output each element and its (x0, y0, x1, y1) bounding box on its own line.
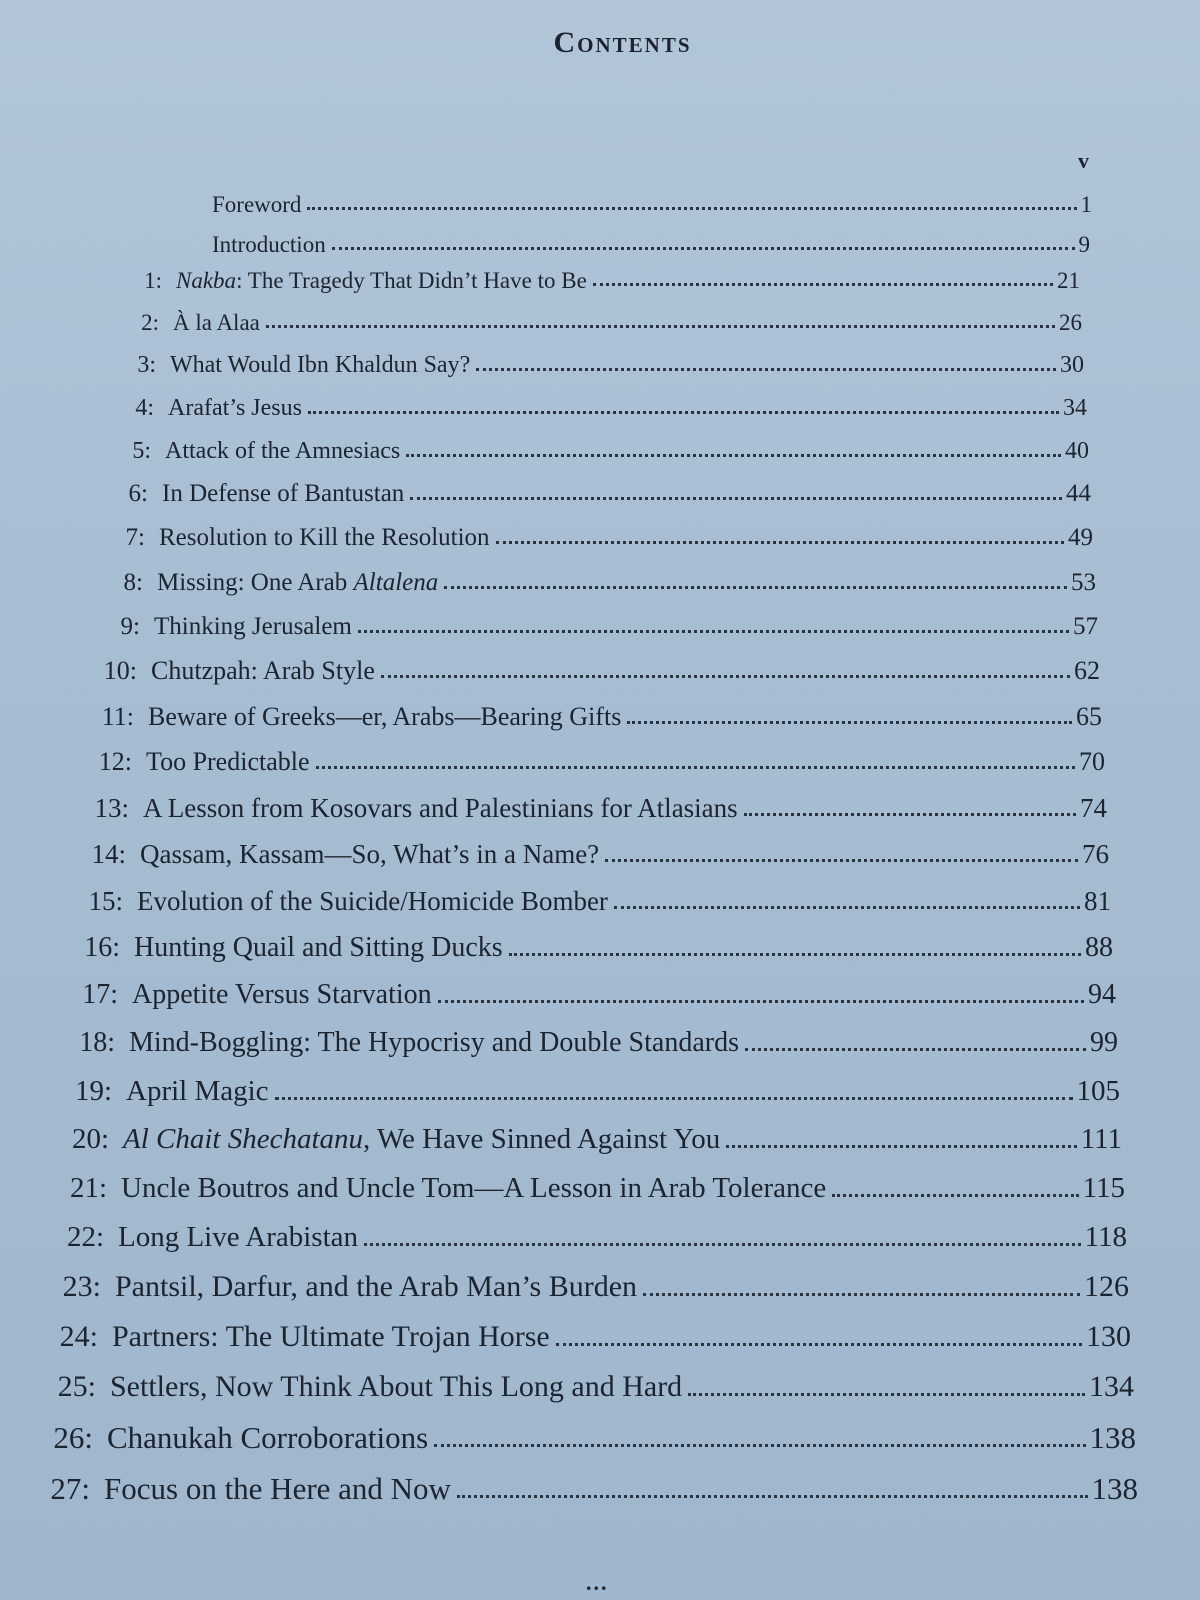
entry-title (121, 1174, 826, 1203)
toc-entry-chapter-11 (72, 690, 1102, 730)
entry-title-text: What Would Ibn Khaldun Say? (170, 352, 471, 378)
page-number: 134 (1089, 1370, 1134, 1403)
entry-title (143, 795, 738, 822)
page-number: 130 (1086, 1320, 1131, 1353)
chapter-number: 11: (101, 702, 134, 731)
page-number: 138 (1089, 1420, 1136, 1455)
entry-title (157, 570, 438, 595)
entry-title-text: Chanukah Corroborations (107, 1420, 429, 1455)
entry-title (212, 193, 301, 216)
entry-title (126, 1077, 269, 1106)
entry-title (107, 1422, 428, 1453)
entry-title-text: Introduction (212, 232, 326, 257)
toc-entry-chapter-1 (100, 252, 1080, 292)
page-number: 40 (1065, 438, 1089, 464)
dot-leader (266, 325, 1055, 328)
toc-entry-chapter-13 (67, 782, 1107, 822)
page-number: 99 (1090, 1027, 1118, 1058)
chapter-number: 5: (132, 438, 151, 464)
page-number: 26 (1059, 310, 1082, 335)
chapter-number: 27: (50, 1471, 90, 1506)
entry-title-text: In Defense of Bantustan (162, 480, 405, 507)
toc-entry-chapter-8 (81, 555, 1096, 595)
dot-leader (496, 541, 1064, 544)
toc-entry-foreword (212, 176, 1092, 216)
page-number: 30 (1060, 352, 1084, 378)
dot-leader (688, 1393, 1085, 1396)
dot-leader (605, 859, 1078, 862)
page-number: 111 (1080, 1123, 1122, 1155)
page-number: 74 (1080, 793, 1107, 823)
entry-title-text: Resolution to Kill the Resolution (159, 524, 490, 551)
entry-title-text: Mind-Boggling: The Hypocrisy and Double Standards (129, 1027, 739, 1058)
page-number: 81 (1084, 886, 1111, 916)
dot-leader (358, 630, 1069, 633)
entry-title-text: Appetite Versus Starvation (132, 979, 432, 1010)
roman-page-number: v (1078, 148, 1089, 173)
entry-title-text: Pantsil, Darfur, and the Arab Man’s Burden (115, 1270, 638, 1303)
toc-entry-chapter-10 (75, 644, 1100, 684)
chapter-number: 26: (53, 1420, 93, 1455)
continuation-mark: ... (586, 1570, 609, 1595)
dot-leader (509, 953, 1081, 956)
dot-leader (476, 368, 1056, 371)
entry-title-text: , We Have Sinned Against You (363, 1123, 721, 1155)
toc-entry-chapter-15 (61, 875, 1111, 915)
entry-title (173, 311, 260, 334)
page-number: 1 (1080, 192, 1092, 217)
entry-title-text: Attack of the Amnesiacs (165, 438, 401, 464)
chapter-number: 3: (137, 352, 156, 378)
toc-entry-chapter-26 (31, 1413, 1136, 1453)
chapter-number: 8: (123, 569, 143, 596)
page-number: 62 (1074, 656, 1100, 685)
entry-title-text: Evolution of the Suicide/Homicide Bomber (137, 886, 608, 916)
chapter-number: 15: (88, 886, 123, 916)
page-number: 65 (1076, 702, 1102, 731)
entry-title-text: Focus on the Here and Now (104, 1471, 451, 1506)
entry-title (132, 981, 432, 1009)
dot-leader (556, 1343, 1082, 1346)
entry-title-text: April Magic (126, 1075, 269, 1107)
toc-entry-chapter-17 (56, 969, 1116, 1009)
entry-title-text: Partners: The Ultimate Trojan Horse (112, 1320, 550, 1353)
dot-leader (316, 766, 1075, 769)
dot-leader (832, 1194, 1078, 1197)
toc-entry-chapter-23 (39, 1262, 1129, 1302)
toc-entry-chapter-19 (50, 1066, 1120, 1106)
entry-title-text: : The Tragedy That Didn’t Have to Be (236, 268, 587, 293)
dot-leader (406, 454, 1061, 457)
dot-leader (364, 1243, 1081, 1246)
toc-entry-chapter-5 (89, 423, 1089, 463)
toc-entry-chapter-21 (45, 1163, 1125, 1203)
entry-title (140, 841, 599, 868)
chapter-number: 21: (69, 1172, 107, 1204)
chapter-number: 13: (94, 793, 129, 823)
chapter-number: 1: (144, 268, 162, 293)
entry-title (165, 439, 400, 463)
page-number: 9 (1078, 232, 1090, 257)
entry-title-text: Arafat’s Jesus (168, 395, 302, 421)
page-title: Contents (553, 26, 692, 59)
dot-leader (745, 1048, 1086, 1051)
dot-leader (410, 497, 1062, 500)
page-number: 115 (1082, 1172, 1125, 1204)
page-number: 118 (1084, 1221, 1127, 1253)
chapter-number: 10: (103, 656, 137, 685)
page-number: 138 (1091, 1471, 1138, 1506)
toc-entry-chapter-24 (36, 1312, 1131, 1352)
toc-entry-chapter-14 (64, 828, 1109, 868)
toc-entry-chapter-18 (53, 1017, 1118, 1057)
toc-entry-chapter-25 (34, 1362, 1134, 1402)
dot-leader (332, 247, 1075, 250)
entry-title-text: Chutzpah: Arab Style (151, 656, 375, 685)
page-number: 53 (1071, 569, 1096, 596)
chapter-number: 6: (128, 480, 148, 507)
entry-title-text: Missing: One Arab (157, 569, 354, 596)
toc-entry-chapter-27 (28, 1464, 1138, 1504)
toc-entry-introduction (212, 216, 1090, 256)
entry-title-italic: Altalena (353, 569, 439, 596)
entry-title (154, 614, 352, 639)
entry-title-italic: Nakba (176, 268, 237, 293)
page-number: 105 (1076, 1075, 1120, 1107)
dot-leader (308, 411, 1059, 414)
entry-title (112, 1322, 550, 1352)
toc-entry-chapter-2 (97, 294, 1082, 334)
page-number: 57 (1073, 613, 1098, 640)
chapter-number: 19: (74, 1075, 112, 1107)
entry-title (104, 1473, 451, 1504)
dot-leader (627, 721, 1072, 724)
chapter-number: 2: (141, 310, 159, 335)
dot-leader (307, 207, 1076, 210)
toc-entry-chapter-12 (70, 735, 1105, 775)
toc-entry-chapter-4 (92, 380, 1087, 420)
entry-title-text: Thinking Jerusalem (154, 613, 352, 640)
dot-leader (381, 675, 1070, 678)
chapter-number: 9: (120, 613, 140, 640)
page-number: 70 (1079, 747, 1105, 776)
entry-title-text: Uncle Boutros and Uncle Tom—A Lesson in Arab Tolerance (121, 1172, 827, 1204)
chapter-number: 25: (57, 1370, 96, 1403)
chapter-number: 4: (135, 395, 154, 421)
dot-leader (438, 1000, 1084, 1003)
chapter-number: 20: (71, 1123, 109, 1155)
toc-entry-chapter-6 (86, 466, 1091, 506)
entry-title (134, 934, 503, 962)
entry-title-text: A Lesson from Kosovars and Palestinians for Atlasians (143, 793, 738, 823)
page-number: 49 (1068, 524, 1093, 551)
toc-entry-chapter-7 (83, 510, 1093, 550)
entry-title-text: À la Alaa (173, 310, 260, 335)
entry-title-text: Too Predictable (146, 747, 310, 776)
entry-title (146, 749, 310, 775)
entry-title (162, 481, 404, 506)
toc-entry-chapter-9 (78, 599, 1098, 639)
entry-title-text: Beware of Greeks—er, Arabs—Bearing Gifts (148, 702, 622, 731)
entry-title-text: Settlers, Now Think About This Long and Hard (110, 1370, 683, 1403)
entry-title (115, 1272, 637, 1302)
chapter-number: 12: (98, 747, 132, 776)
page-number: 44 (1066, 480, 1091, 507)
entry-title-text: Long Live Arabistan (118, 1221, 359, 1253)
page-number: 76 (1082, 839, 1109, 869)
chapter-number: 7: (125, 524, 145, 551)
chapter-number: 16: (84, 932, 120, 963)
entry-title (151, 658, 375, 684)
dot-leader (744, 813, 1076, 816)
chapter-number: 14: (91, 839, 126, 869)
entry-title (110, 1372, 682, 1402)
entry-title-italic: Al Chait Shechatanu (123, 1123, 364, 1155)
entry-title (159, 525, 490, 550)
dot-leader (643, 1293, 1080, 1296)
entry-title-text: Hunting Quail and Sitting Ducks (134, 932, 503, 963)
dot-leader (457, 1495, 1088, 1498)
chapter-number: 22: (66, 1221, 104, 1253)
entry-title (170, 353, 470, 377)
entry-title (168, 396, 302, 420)
page-number: 94 (1088, 979, 1116, 1010)
entry-title (176, 269, 587, 292)
page-number: 21 (1057, 268, 1080, 293)
dot-leader (434, 1444, 1085, 1447)
dot-leader (593, 283, 1053, 286)
entry-title (118, 1223, 358, 1252)
toc-entry-chapter-22 (42, 1212, 1127, 1252)
chapter-number: 17: (82, 979, 118, 1010)
entry-title-text: Foreword (212, 192, 302, 217)
page-number: 34 (1063, 395, 1087, 421)
entry-title (123, 1125, 720, 1154)
dot-leader (444, 586, 1067, 589)
entry-title (137, 888, 608, 915)
toc-entry-chapter-16 (58, 922, 1113, 962)
dot-leader (275, 1097, 1073, 1100)
chapter-number: 24: (59, 1320, 98, 1353)
toc-entry-chapter-3 (94, 337, 1084, 377)
chapter-number: 18: (79, 1027, 115, 1058)
entry-title-text: Qassam, Kassam—So, What’s in a Name? (140, 839, 600, 869)
entry-title (129, 1029, 739, 1057)
dot-leader (614, 906, 1080, 909)
chapter-number: 23: (62, 1270, 101, 1303)
page-number: 126 (1084, 1270, 1129, 1303)
page-number: 88 (1085, 932, 1113, 963)
toc-entry-chapter-20 (47, 1114, 1122, 1154)
entry-title (148, 704, 621, 730)
dot-leader (726, 1145, 1076, 1148)
